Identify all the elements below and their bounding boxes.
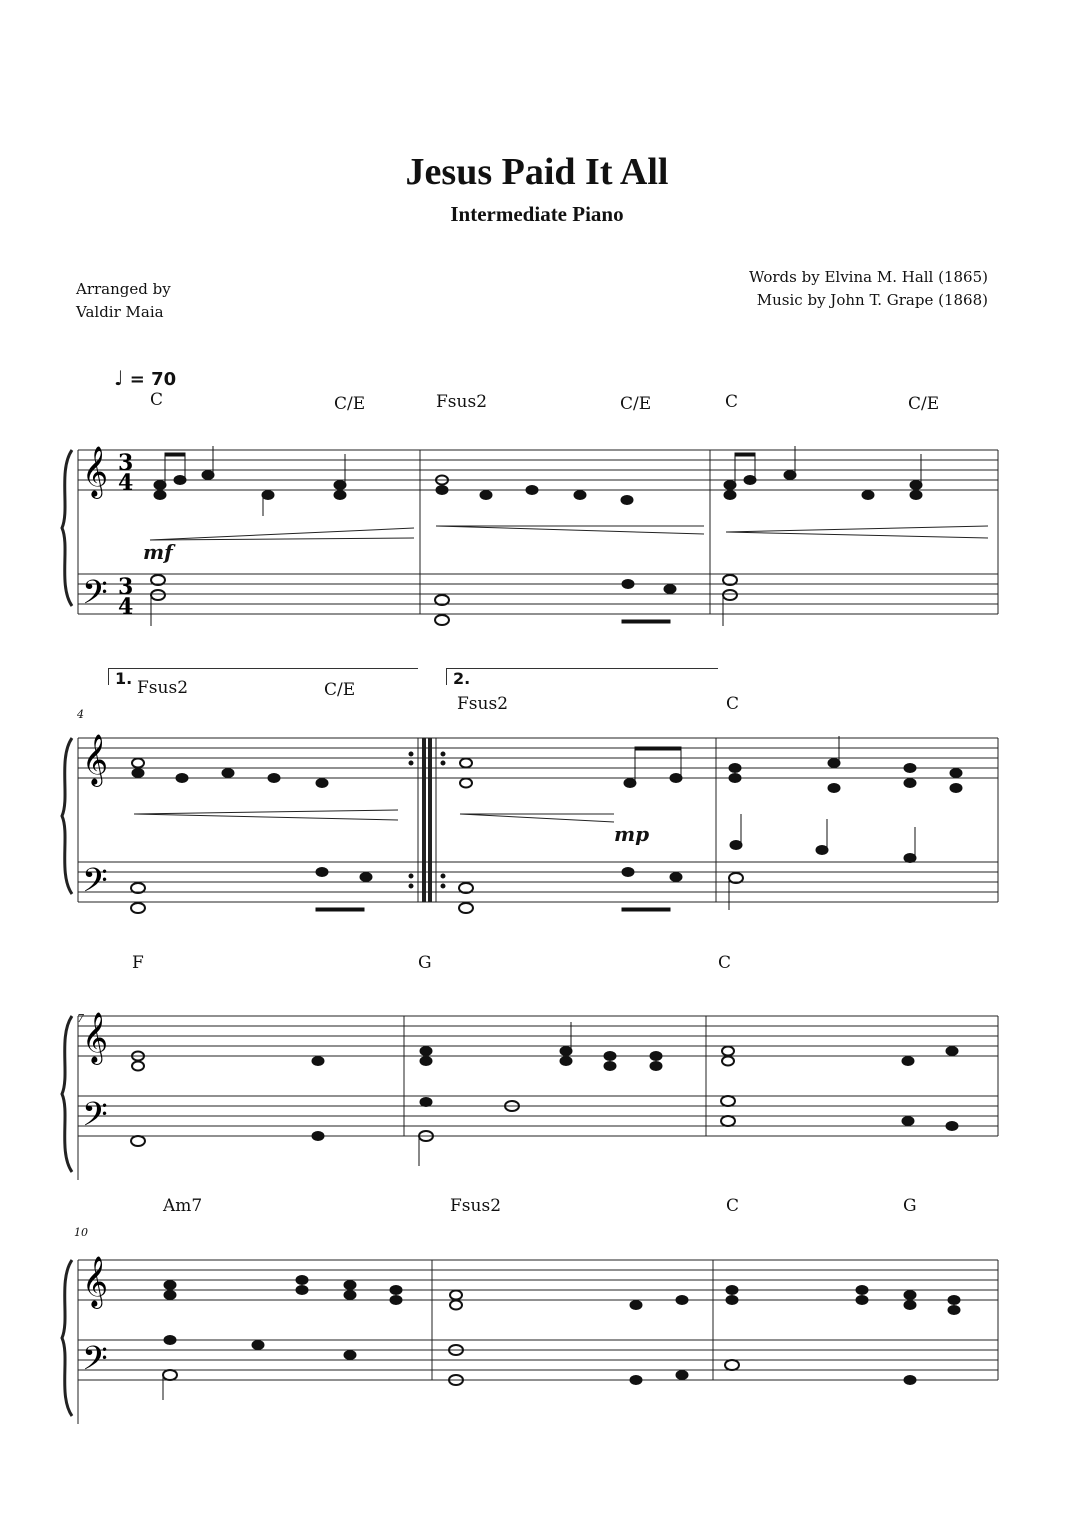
measure-number: 10 — [74, 1226, 88, 1239]
chord-symbol: G — [903, 1196, 917, 1216]
chord-symbol: C/E — [620, 394, 652, 414]
song-title: Jesus Paid It All — [405, 151, 669, 193]
svg-text:𝄞: 𝄞 — [82, 1256, 109, 1307]
svg-text:𝄞: 𝄞 — [82, 446, 109, 497]
chord-symbol: Fsus2 — [436, 392, 488, 412]
tempo-value: = 70 — [129, 369, 177, 390]
arranger-label: Arranged by — [76, 280, 171, 298]
chord-symbol: C/E — [334, 394, 366, 414]
svg-text:3: 3 — [118, 574, 134, 600]
chord-symbol: C — [725, 392, 739, 412]
svg-text:𝄢: 𝄢 — [82, 862, 108, 908]
words-credit: Words by Elvina M. Hall (1865) — [748, 268, 988, 286]
composer-credit — [749, 266, 988, 312]
svg-text:𝄢: 𝄢 — [82, 1340, 108, 1386]
piano-system-2 — [0, 728, 1074, 928]
arranger-credit — [76, 278, 171, 324]
svg-text:4: 4 — [118, 470, 134, 496]
svg-text:𝄢: 𝄢 — [82, 574, 108, 620]
dynamic-marking: mf — [143, 540, 173, 564]
chord-symbol: C — [150, 390, 164, 410]
bass-staff — [78, 574, 998, 614]
piano-system-1 — [0, 440, 1074, 640]
chord-symbol: C/E — [324, 680, 356, 700]
chord-symbol: Fsus2 — [137, 678, 189, 698]
volta-bracket-2 — [446, 668, 718, 688]
chord-symbol: G — [418, 953, 432, 973]
measure-number: 7 — [77, 1012, 84, 1025]
volta-2-label: 2. — [453, 669, 471, 688]
quarter-note-icon: ♩ — [114, 366, 124, 390]
svg-text:𝄞: 𝄞 — [82, 1012, 109, 1063]
chord-symbol: C/E — [908, 394, 940, 414]
volta-1-label: 1. — [115, 669, 133, 688]
svg-text:3: 3 — [118, 450, 134, 476]
treble-staff — [78, 450, 998, 490]
music-credit: Music by John T. Grape (1868) — [756, 291, 988, 309]
chord-symbol: Fsus2 — [457, 694, 509, 714]
measure-number: 4 — [77, 708, 84, 721]
svg-text:4: 4 — [118, 594, 134, 620]
chord-symbol: Fsus2 — [450, 1196, 502, 1216]
dynamic-marking: mp — [614, 822, 650, 846]
chord-symbol: C — [726, 694, 740, 714]
arranger-name: Valdir Maia — [76, 303, 164, 321]
chord-symbol: C — [718, 953, 732, 973]
chord-symbol: C — [726, 1196, 740, 1216]
tempo-marking — [114, 366, 176, 390]
piano-system-3 — [0, 1006, 1074, 1206]
svg-text:𝄢: 𝄢 — [82, 1096, 108, 1142]
chord-symbol: F — [132, 953, 144, 973]
svg-text:𝄞: 𝄞 — [82, 734, 109, 785]
chord-symbol: Am7 — [163, 1196, 203, 1216]
song-subtitle: Intermediate Piano — [450, 202, 624, 226]
piano-system-4 — [0, 1250, 1074, 1450]
